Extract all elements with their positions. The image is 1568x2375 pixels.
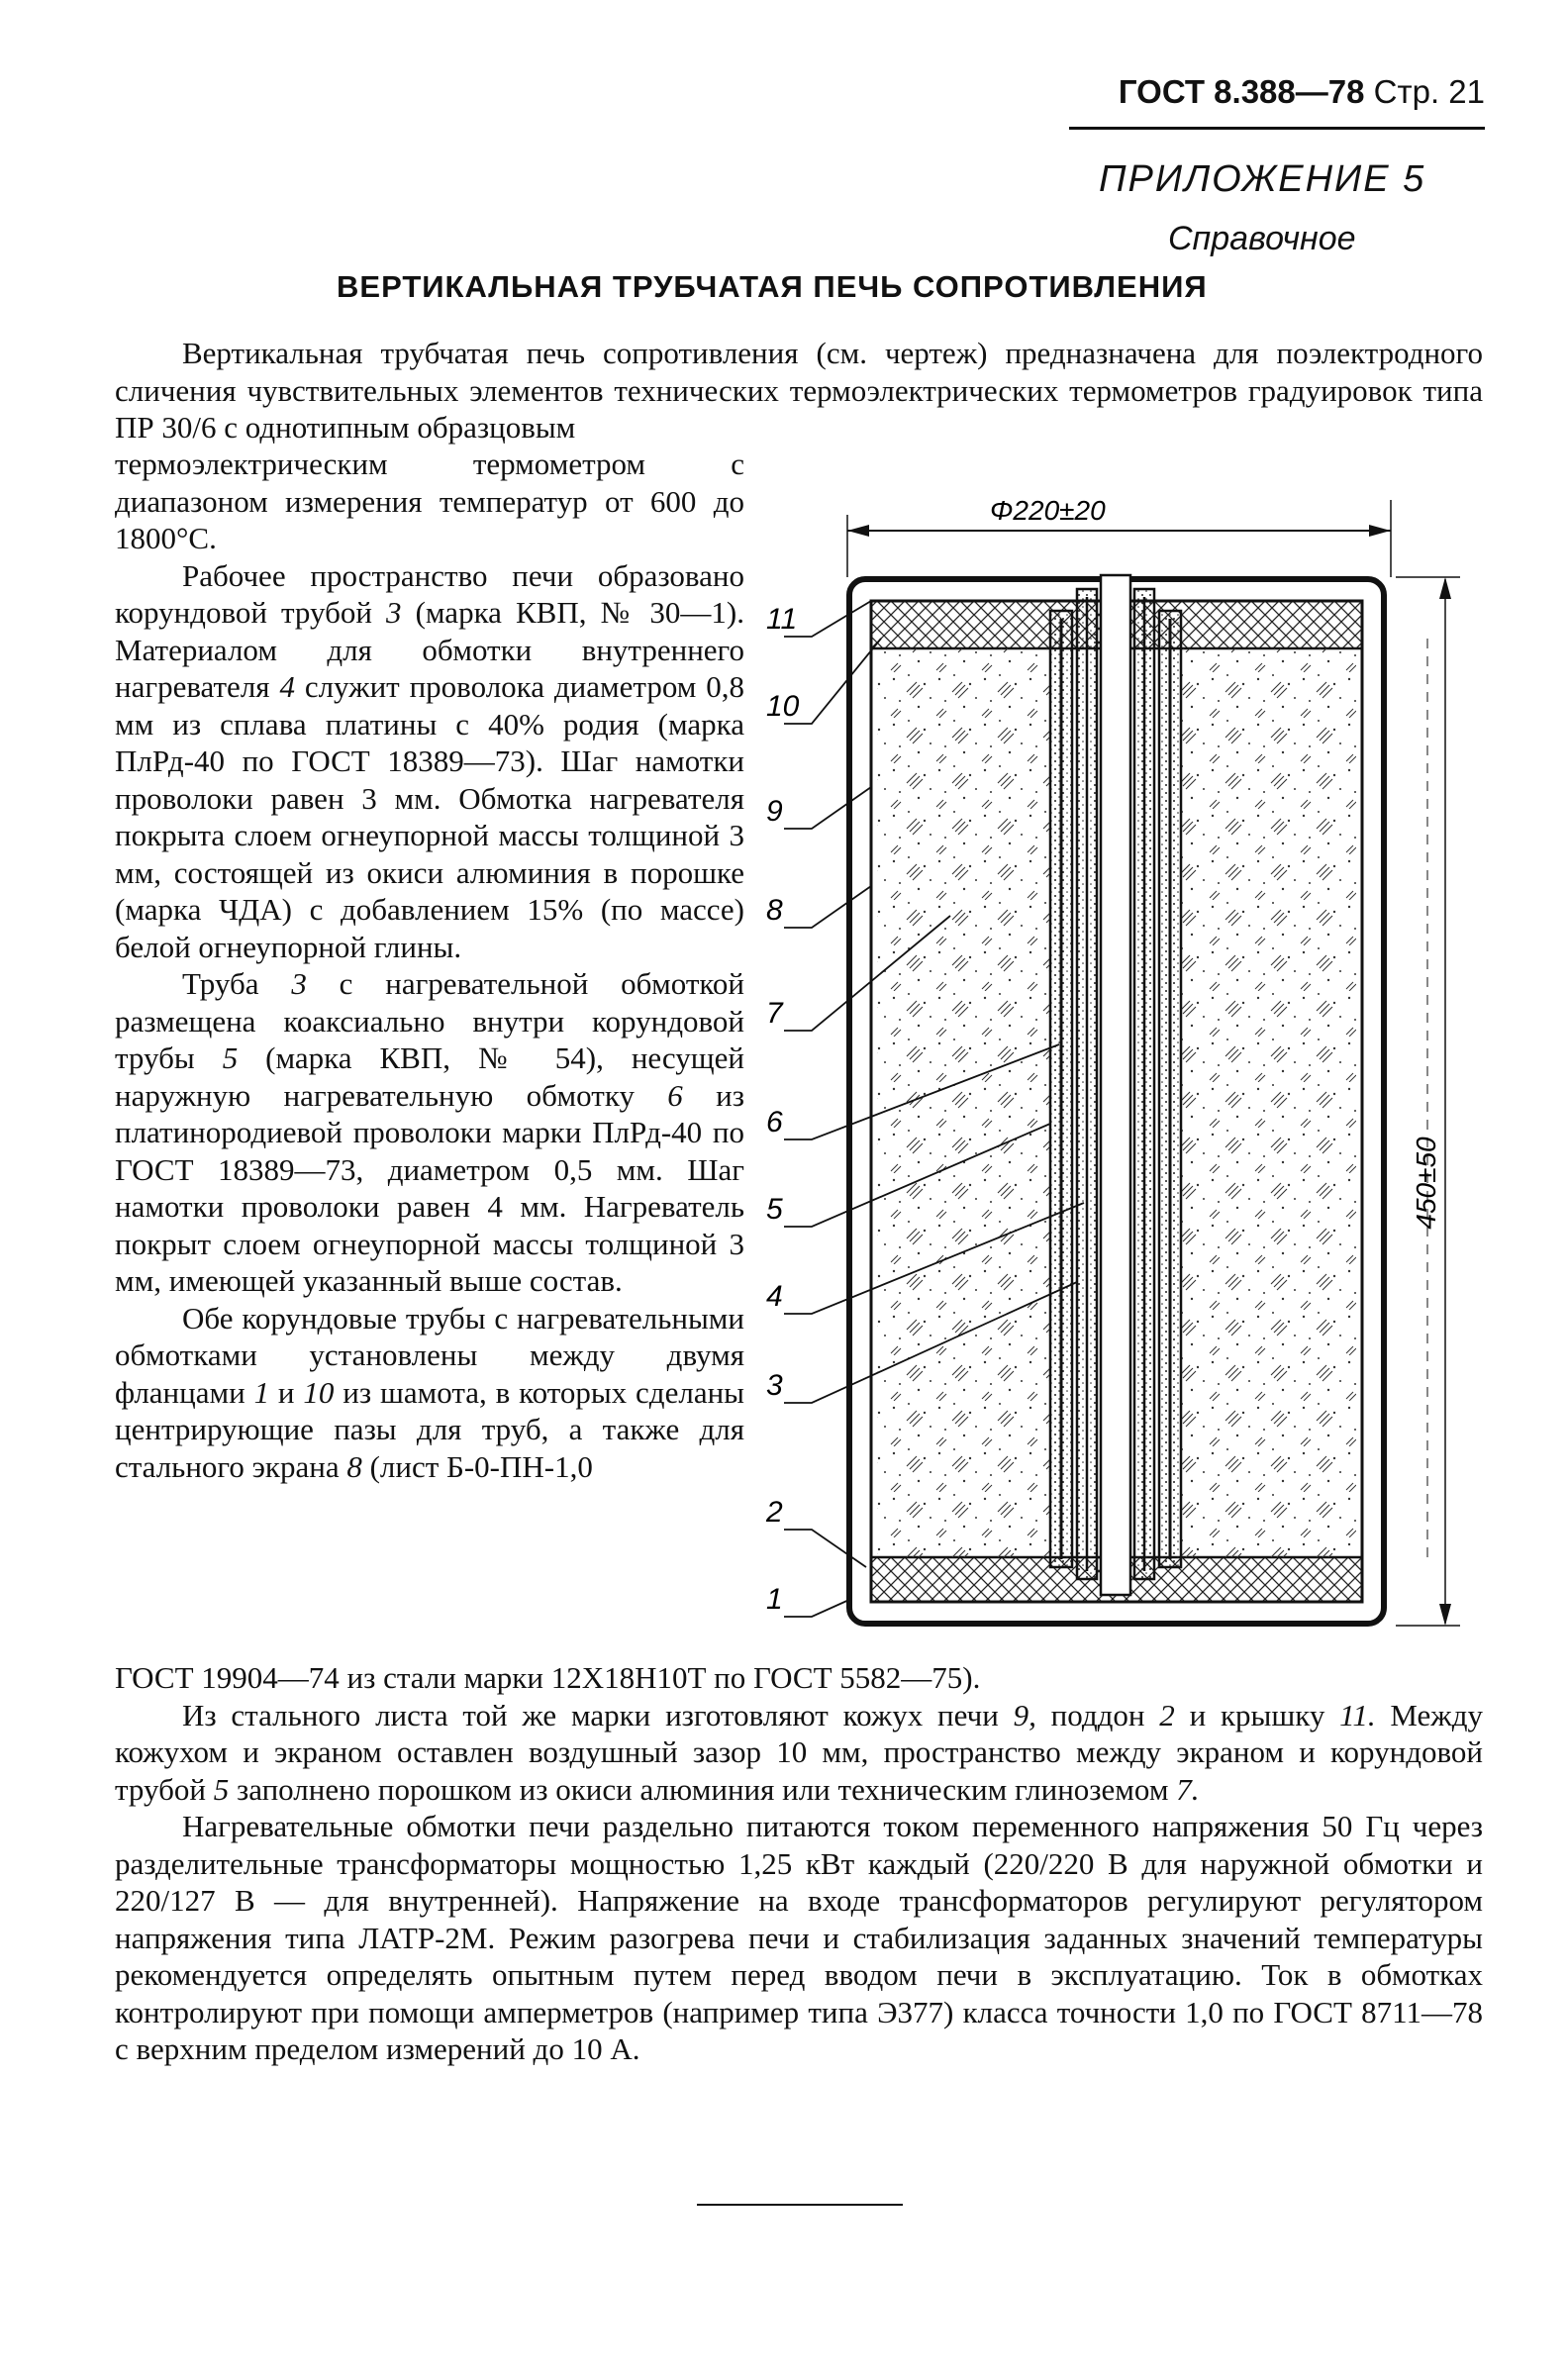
page-header [1089,73,1485,111]
callout-10: 10 [766,690,800,723]
callout-8: 8 [766,894,783,927]
callout-3: 3 [766,1369,783,1402]
paragraph-1-full: Вертикальная трубчатая печь сопротивления (см. чертеж) предназначена для поэлектродного сличения чувствительных элементов технических термоэлектрических термометров градуировок типа ПР 30/6 с однотипным образцовым [115,336,1483,445]
diameter-label: Φ220±20 [990,495,1106,526]
height-label: 450±50 [1411,1137,1441,1230]
narrow-column [115,445,744,1485]
callout-1: 1 [766,1583,783,1616]
alumina-fill-left [877,648,1050,1557]
end-rule [697,2204,903,2206]
callout-9: 9 [766,795,783,828]
page-number: Стр. 21 [1373,73,1485,110]
paragraph-4-end: ГОСТ 19904—74 из стали марки 12Х18Н10Т по ГОСТ 5582—75). [115,1660,981,1695]
callout-4: 4 [766,1280,783,1313]
working-channel [1101,575,1130,1595]
callout-5: 5 [766,1193,783,1226]
appendix-type: Справочное [1168,220,1356,257]
header-rule [1069,127,1485,130]
paragraph-2: Рабочее пространство печи образовано корундовой трубой 3 (марка КВП, № 30—1). Материалом для обмотки внутреннего нагревателя 4 служит проволока диаметром 0,8 мм из сплава платины с 40% родия (марка ПлРд-40 по ГОСТ 18389—73). Шаг намотки проволоки равен 3 мм. Обмотка нагревателя покрыта слоем огнеупорной массы толщиной 3 мм, состоящей из окиси алюминия в порошке (марка ЧДА) с добавлением 15% (по массе) белой огнеупорной глины. [115,557,744,964]
standard-number: ГОСТ 8.388—78 [1118,73,1365,110]
paragraph-1-narrow: термоэлектрическим термометром с диапазоном измерения температур от 600 до 1800°С. [115,446,744,555]
callout-11: 11 [766,603,798,636]
callout-7: 7 [766,997,783,1030]
paragraph-6: Нагревательные обмотки печи раздельно питаются током переменного напряжения 50 Гц через разделительные трансформаторы мощностью 1,25 кВт каждый (220/220 В для наружной обмотки и 220/127 В — для внутренней). Напряжение на входе трансформаторов регулируют регулятором напряжения типа ЛАТР-2М. Режим разогрева печи и стабилизация заданных значений температуры рекомендуется определять опытным путем перед вводом печи в эксплуатацию. Ток в обмотках контролируют при помощи амперметров (например типа Э377) класса точности 1,0 по ГОСТ 8711—78 с верхним пределом измерений до 10 А. [115,1809,1483,2066]
paragraph-5: Из стального листа той же марки изготовляют кожух печи 9, поддон 2 и крышку 11. Между кожухом и экраном оставлен воздушный зазор 10 мм, пространство между экраном и корундовой трубой 5 заполнено порошком из окиси алюминия или техническим глиноземом 7. [115,1697,1483,1807]
furnace-drawing [752,490,1485,1653]
alumina-fill-right [1181,648,1356,1557]
appendix-label: ПРИЛОЖЕНИЕ 5 [1099,158,1426,200]
furnace-schematic [752,490,1485,1653]
paragraph-4: Обе корундовые трубы с нагревательными обмотками установлены между двумя фланцами 1 и 10 из шамота, в которых сделаны центрирующие пазы для труб, а также для стального экрана 8 (лист Б-0-ПН-1,0 [115,1300,744,1484]
lower-text [115,1659,1483,2068]
paragraph-3: Труба 3 с нагревательной обмоткой размещена коаксиально внутри корундовой трубы 5 (марка КВП, № 54), несущей наружную нагревательную обмотку 6 из платинородиевой проволоки марки ПлРд-40 по ГОСТ 18389—73, диаметром 0,5 мм. Шаг намотки проволоки равен 4 мм. Нагреватель покрыт слоем огнеупорной массы толщиной 3 мм, имеющей указанный выше состав. [115,966,745,1298]
page-title: ВЕРТИКАЛЬНАЯ ТРУБЧАТАЯ ПЕЧЬ СОПРОТИВЛЕНИЯ [337,269,1208,304]
callout-6: 6 [766,1106,783,1138]
callout-numbers [765,603,800,1616]
callout-2: 2 [766,1496,783,1529]
